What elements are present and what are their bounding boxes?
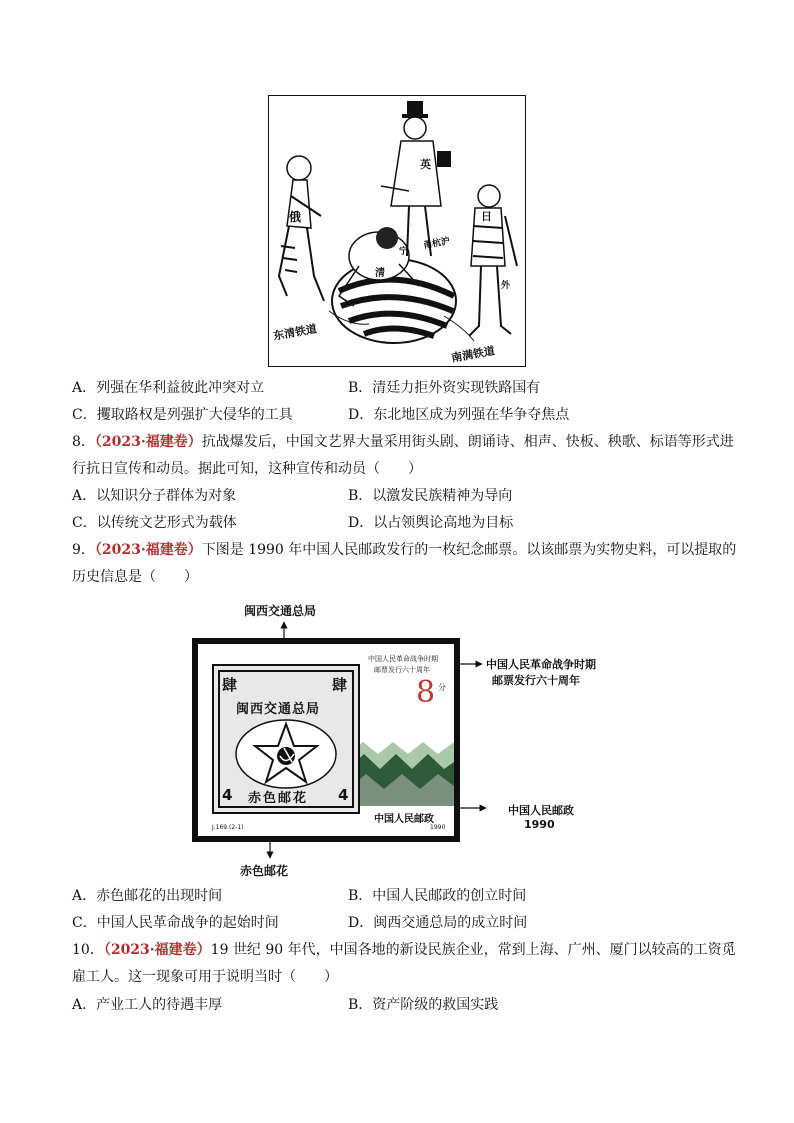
q8-option-d: D．以占领舆论高地为目标 <box>348 515 514 531</box>
old-stamp-corner-right: 肆 <box>332 676 348 694</box>
callout-post-label-1: 中国人民邮政 <box>508 804 574 817</box>
q9-number: 9． <box>72 542 95 558</box>
cartoon-label-rail-east: 东清铁道 <box>272 322 318 343</box>
q9-option-a: A．赤色邮花的出现时间 <box>72 888 223 904</box>
q8-source: （2023·福建卷） <box>94 434 202 450</box>
cartoon-label-rail-note2: 宁 <box>399 247 409 257</box>
cartoon-label-rail-south: 南满铁道 <box>450 344 496 365</box>
q8-option-c: C．以传统文艺形式为载体 <box>72 515 237 531</box>
stamp-fen: 分 <box>438 683 446 692</box>
old-stamp-value-left: 4 <box>222 786 233 804</box>
q8-stem1: 抗战爆发后，中国文艺界大量采用街头剧、朗诵诗、相声、快板、秧歌、标语等形式进 <box>201 434 734 450</box>
cartoon-label-russia: 俄 <box>289 210 302 224</box>
stamp-denomination: 8 <box>416 675 436 710</box>
q9-option-d: D．闽西交通总局的成立时间 <box>348 915 528 931</box>
q10-stem-line2: 雇工人。这一现象可用于说明当时（ ） <box>72 969 338 985</box>
callout-top-label: 闽西交通总局 <box>244 604 317 618</box>
stamp-figure <box>180 596 620 880</box>
old-stamp-top-text: 闽西交通总局 <box>236 702 321 717</box>
stamp-paper <box>198 644 454 836</box>
q9-stem-line1 <box>72 540 736 560</box>
callout-bottom-label: 赤色邮花 <box>240 864 289 878</box>
q10-source: （2023·福建卷） <box>103 942 211 958</box>
q7-option-d: D．东北地区成为列强在华争夺焦点 <box>348 407 570 423</box>
q8-stem-line1 <box>72 432 734 452</box>
callout-right-label-1: 中国人民革命战争时期 <box>486 658 596 671</box>
q7-option-b: B．清廷力拒外资实现铁路国有 <box>348 380 541 396</box>
old-stamp <box>212 664 360 814</box>
q10-option-b: B．资产阶级的救国实践 <box>348 997 499 1013</box>
q10-stem1: 19 世纪 90 年代，中国各地的新设民族企业，常到上海、广州、厦门以较高的工资觅 <box>210 942 736 958</box>
cartoon-label-china: 清 <box>375 268 385 279</box>
stamp-inner-title-1: 中国人民革命战争时期 <box>368 655 438 663</box>
stamp-year: 1990 <box>430 824 446 831</box>
stamp-code: J.169.(2-1) <box>212 824 244 831</box>
q7-option-c: C．攫取路权是列强扩大侵华的工具 <box>72 407 293 423</box>
old-stamp-value-right: 4 <box>338 786 349 804</box>
q8-option-a: A．以知识分子群体为对象 <box>72 488 237 504</box>
cartoon-label-rail-note1: 甬杭沪 <box>422 236 451 252</box>
old-stamp-bottom-text: 赤色邮花 <box>248 791 309 806</box>
q9-option-b: B．中国人民邮政的创立时间 <box>348 888 527 904</box>
q7-option-a: A．列强在华利益彼此冲突对立 <box>72 380 265 396</box>
q9-stem-line2: 历史信息是（ ） <box>72 569 198 585</box>
cartoon-figure <box>268 95 526 367</box>
q8-option-b: B．以激发民族精神为导向 <box>348 488 513 504</box>
stamp-outer <box>192 638 460 842</box>
stamp-inner-title-2: 邮票发行六十周年 <box>374 666 430 674</box>
q9-source: （2023·福建卷） <box>94 542 202 558</box>
callout-post-label-2: 1990 <box>524 818 555 831</box>
q10-stem-line1 <box>72 940 736 960</box>
q10-number: 10． <box>72 942 104 958</box>
q9-option-c: C．中国人民革命战争的起始时间 <box>72 915 279 931</box>
old-stamp-corner-left: 肆 <box>222 676 238 694</box>
q10-option-a: A．产业工人的待遇丰厚 <box>72 997 223 1013</box>
callout-right-label-2: 邮票发行六十周年 <box>492 674 580 687</box>
q8-stem-line2: 行抗日宣传和动员。据此可知，这种宣传和动员（ ） <box>72 461 422 477</box>
cartoon-label-rail-note3: 外 <box>501 281 511 291</box>
stamp-post-label: 中国人民邮政 <box>374 814 434 825</box>
q8-number: 8． <box>72 434 95 450</box>
cartoon-label-britain: 英 <box>420 158 431 171</box>
q9-stem1: 下图是 1990 年中国人民邮政发行的一枚纪念邮票。以该邮票为实物史料，可以提取的 <box>201 542 737 558</box>
cartoon-label-japan: 日 <box>481 210 492 223</box>
